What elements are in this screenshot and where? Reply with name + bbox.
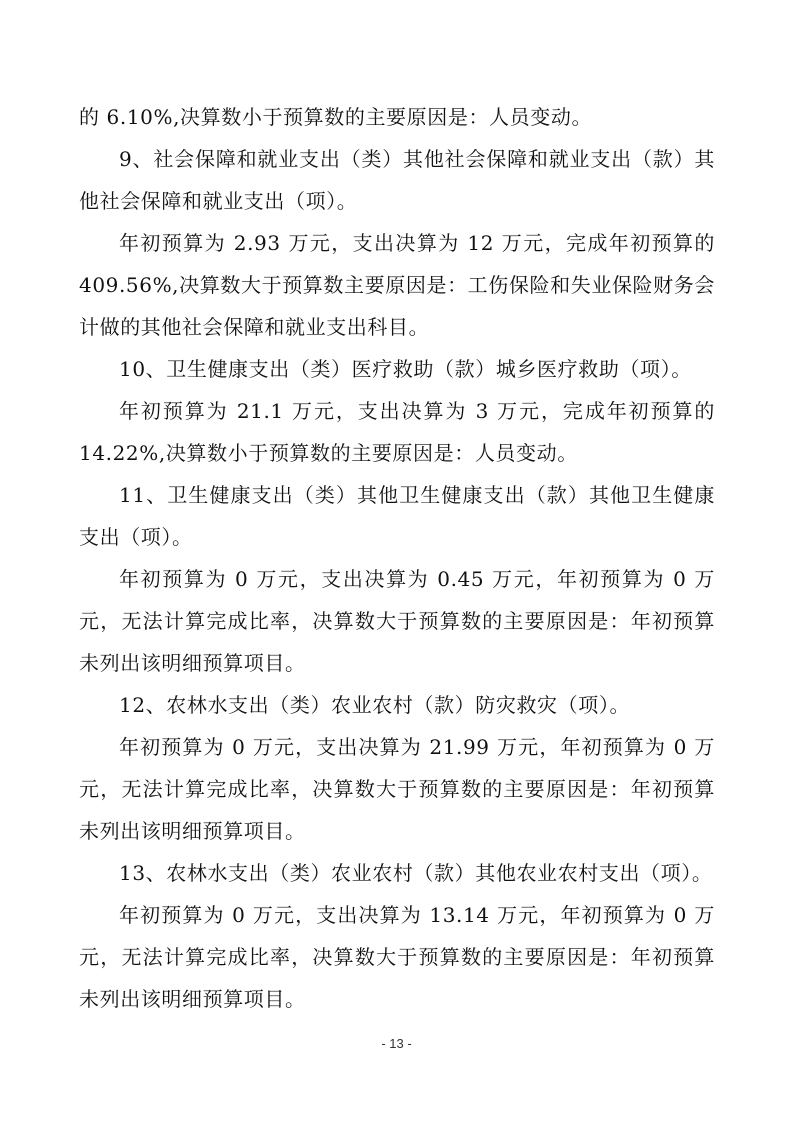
paragraph-item-11-detail: 年初预算为 0 万元，支出决算为 0.45 万元，年初预算为 0 万元，无法计算完成比率，决算数大于预算数的主要原因是：年初预算未列出该明细预算项目。 xyxy=(79,567,715,675)
paragraph-item-11-heading: 11、卫生健康支出（类）其他卫生健康支出（款）其他卫生健康支出（项）。 xyxy=(79,483,715,549)
paragraph-item-12-heading: 12、农林水支出（类）农业农村（款）防灾救灾（项）。 xyxy=(119,693,631,717)
paragraph-item-12-detail: 年初预算为 0 万元，支出决算为 21.99 万元，年初预算为 0 万元，无法计算完成比率，决算数大于预算数的主要原因是：年初预算未列出该明细预算项目。 xyxy=(79,735,715,843)
paragraph-item-13-detail: 年初预算为 0 万元，支出决算为 13.14 万元，年初预算为 0 万元，无法计算完成比率，决算数大于预算数的主要原因是：年初预算未列出该明细预算项目。 xyxy=(79,903,715,1011)
page-number: - 13 - xyxy=(381,1036,412,1051)
paragraph-item-13-heading: 13、农林水支出（类）农业农村（款）其他农业农村支出（项）。 xyxy=(119,861,713,885)
paragraph-item-9-detail: 年初预算为 2.93 万元，支出决算为 12 万元，完成年初预算的 409.56%,决算数大于预算数主要原因是：工伤保险和失业保险财务会计做的其他社会保障和就业支出科目。 xyxy=(79,231,715,339)
paragraph-item-9-heading: 9、社会保障和就业支出（类）其他社会保障和就业支出（款）其他社会保障和就业支出（项）。 xyxy=(79,147,715,213)
document-body xyxy=(79,96,715,1020)
paragraph-continuation: 的 6.10%,决算数小于预算数的主要原因是：人员变动。 xyxy=(79,105,593,129)
paragraph-item-10-detail: 年初预算为 21.1 万元，支出决算为 3 万元，完成年初预算的 14.22%,决算数小于预算数的主要原因是：人员变动。 xyxy=(79,399,715,465)
paragraph-item-10-heading: 10、卫生健康支出（类）医疗救助（款）城乡医疗救助（项）。 xyxy=(119,357,692,381)
